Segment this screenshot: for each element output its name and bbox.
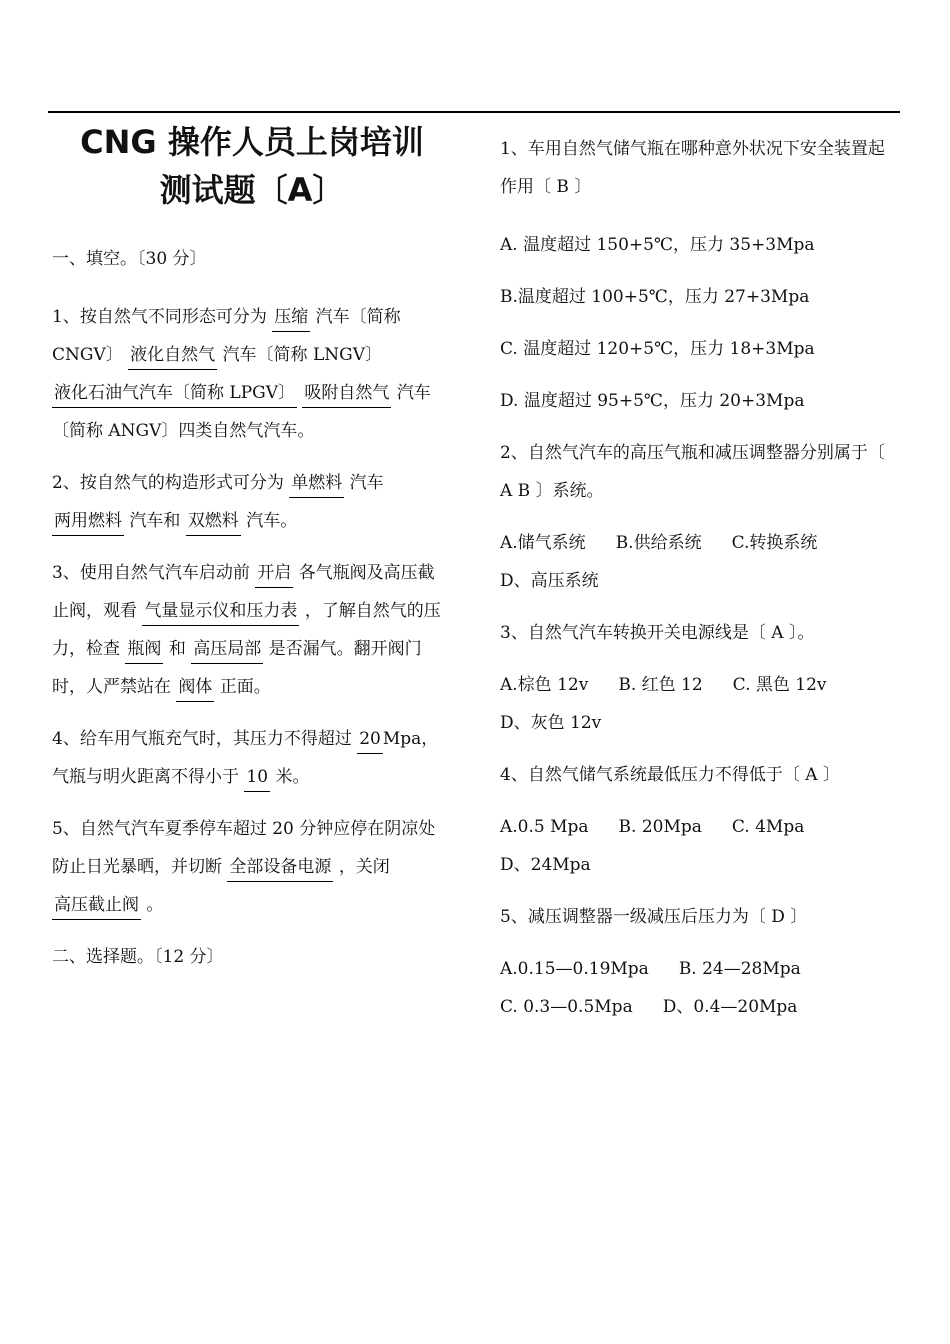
- choice-option: C. 4Mpa: [731, 817, 805, 837]
- answer-blank: 10: [244, 763, 270, 792]
- text: 各气瓶阀及高压截止阀，观看: [52, 563, 435, 621]
- choice-5-options: [500, 950, 900, 1026]
- choice-option: A.储气系统: [500, 533, 586, 553]
- text: 5、自然气汽车夏季停车超过 20 分钟应停在阴凉处防止日光暴晒，并切断: [52, 819, 436, 877]
- text: 〕。: [788, 623, 815, 643]
- choice-question-3: [500, 614, 900, 652]
- answer-blank: 高压局部: [191, 635, 263, 664]
- choice-question-2: [500, 434, 900, 510]
- text: 〕系统。: [535, 481, 604, 501]
- text: 4、给车用气瓶充气时，其压力不得超过: [52, 729, 352, 749]
- text: 〕: [822, 765, 840, 785]
- answer-blank: 开启: [255, 559, 293, 588]
- choice-option: B. 20Mpa: [618, 817, 702, 837]
- choice-1-option-c: C. 温度超过 120+5℃，压力 18+3Mpa: [500, 339, 815, 359]
- choice-4-options: [500, 808, 900, 884]
- choice-1-option-b: B.温度超过 100+5℃，压力 27+3Mpa: [500, 287, 810, 307]
- answer-blank: 全部设备电源: [227, 853, 333, 882]
- fill-heading: 一、填空。〔30 分〕: [52, 249, 207, 269]
- choice-option: B.供给系统: [615, 533, 702, 553]
- question-stem: 3、自然气汽车转换开关电源线是〔: [500, 623, 766, 643]
- text: 汽车〔简称 ANGV〕四类自然气汽车。: [52, 383, 431, 441]
- text: 1、按自然气不同形态可分为: [52, 307, 267, 327]
- answer: D: [771, 907, 785, 927]
- answer: B: [556, 177, 569, 197]
- choice-2-options: [500, 524, 900, 600]
- fill-question-4: [52, 720, 450, 796]
- answer-blank: 气量显示仪和压力表: [142, 597, 299, 626]
- text: 正面。: [219, 677, 271, 697]
- question-stem: 2、自然气汽车的高压气瓶和减压调整器分别属于〔: [500, 443, 885, 463]
- choice-option: A.0.15—0.19Mpa: [500, 959, 649, 979]
- answer-blank: 液化自然气: [128, 341, 217, 370]
- answer-blank: 液化石油气汽车〔简称 LPGV〕: [52, 379, 297, 408]
- choice-question-4: [500, 756, 900, 794]
- choice-option: C.转换系统: [731, 533, 818, 553]
- left-column: [52, 240, 450, 976]
- choice-option: A.0.5 Mpa: [500, 817, 589, 837]
- question-stem: 4、自然气储气系统最低压力不得低于〔: [500, 765, 800, 785]
- top-rule: [48, 111, 900, 113]
- answer: A: [805, 765, 818, 785]
- text: 汽车。: [246, 511, 298, 531]
- text: ，了解自然气的压力，检查: [52, 601, 441, 659]
- choice-1-option-d: D. 温度超过 95+5℃，压力 20+3Mpa: [500, 391, 805, 411]
- fill-question-2: [52, 464, 450, 540]
- choice-option: D、灰色 12v: [500, 713, 602, 733]
- answer-blank: 压缩: [272, 303, 310, 332]
- text: 〕: [574, 177, 592, 197]
- fill-question-3: [52, 554, 450, 706]
- choice-1-option-a: A. 温度超过 150+5℃，压力 35+3Mpa: [500, 235, 815, 255]
- choice-option: C. 黑色 12v: [732, 675, 827, 695]
- text: 汽车〔简称 CNGV〕: [52, 307, 401, 365]
- answer-blank: 高压截止阀: [52, 891, 141, 920]
- choice-option: B. 红色 12: [618, 675, 703, 695]
- text: 米。: [275, 767, 310, 787]
- answer-blank: 阀体: [176, 673, 214, 702]
- text: 〕: [790, 907, 808, 927]
- answer-blank: 吸附自然气: [302, 379, 391, 408]
- choice-question-1: [500, 130, 900, 206]
- text: 汽车〔简称 LNGV〕: [222, 345, 382, 365]
- fill-question-5: [52, 810, 450, 924]
- page-title: [52, 118, 452, 214]
- text: 2、按自然气的构造形式可分为: [52, 473, 284, 493]
- text: 是否漏气。翻开阀门时，人严禁站在: [52, 639, 422, 697]
- text: Mpa，气瓶与明火距离不得小于: [52, 729, 439, 787]
- text: ，关闭: [338, 857, 390, 877]
- choice-option: D、24Mpa: [500, 855, 591, 875]
- text: 和: [168, 639, 186, 659]
- choice-option: A.棕色 12v: [500, 675, 589, 695]
- answer-blank: 20: [357, 725, 383, 754]
- answer: A B: [500, 481, 531, 501]
- fill-question-1: [52, 298, 450, 450]
- choice-option: D、高压系统: [500, 571, 599, 591]
- choice-heading: 二、选择题。〔12 分〕: [52, 947, 224, 967]
- choice-question-5: [500, 898, 900, 936]
- choice-option: C. 0.3—0.5Mpa: [500, 997, 633, 1017]
- text: 汽车: [349, 473, 384, 493]
- answer-blank: 两用燃料: [52, 507, 124, 536]
- answer: A: [771, 623, 784, 643]
- text: 3、使用自然气汽车启动前: [52, 563, 250, 583]
- choice-3-options: [500, 666, 900, 742]
- title-line-1: CNG 操作人员上岗培训: [80, 123, 424, 161]
- text: 汽车和: [129, 511, 181, 531]
- answer-blank: 瓶阀: [125, 635, 163, 664]
- question-stem: 1、车用自然气储气瓶在哪种意外状况下安全装置起作用〔: [500, 139, 885, 197]
- question-stem: 5、减压调整器一级减压后压力为〔: [500, 907, 766, 927]
- text: 。: [146, 895, 164, 915]
- title-line-2: 测试题〔A〕: [159, 171, 345, 209]
- right-column: [500, 130, 900, 1026]
- answer-blank: 双燃料: [186, 507, 241, 536]
- choice-option: B. 24—28Mpa: [678, 959, 801, 979]
- answer-blank: 单燃料: [289, 469, 344, 498]
- choice-option: D、0.4—20Mpa: [662, 997, 798, 1017]
